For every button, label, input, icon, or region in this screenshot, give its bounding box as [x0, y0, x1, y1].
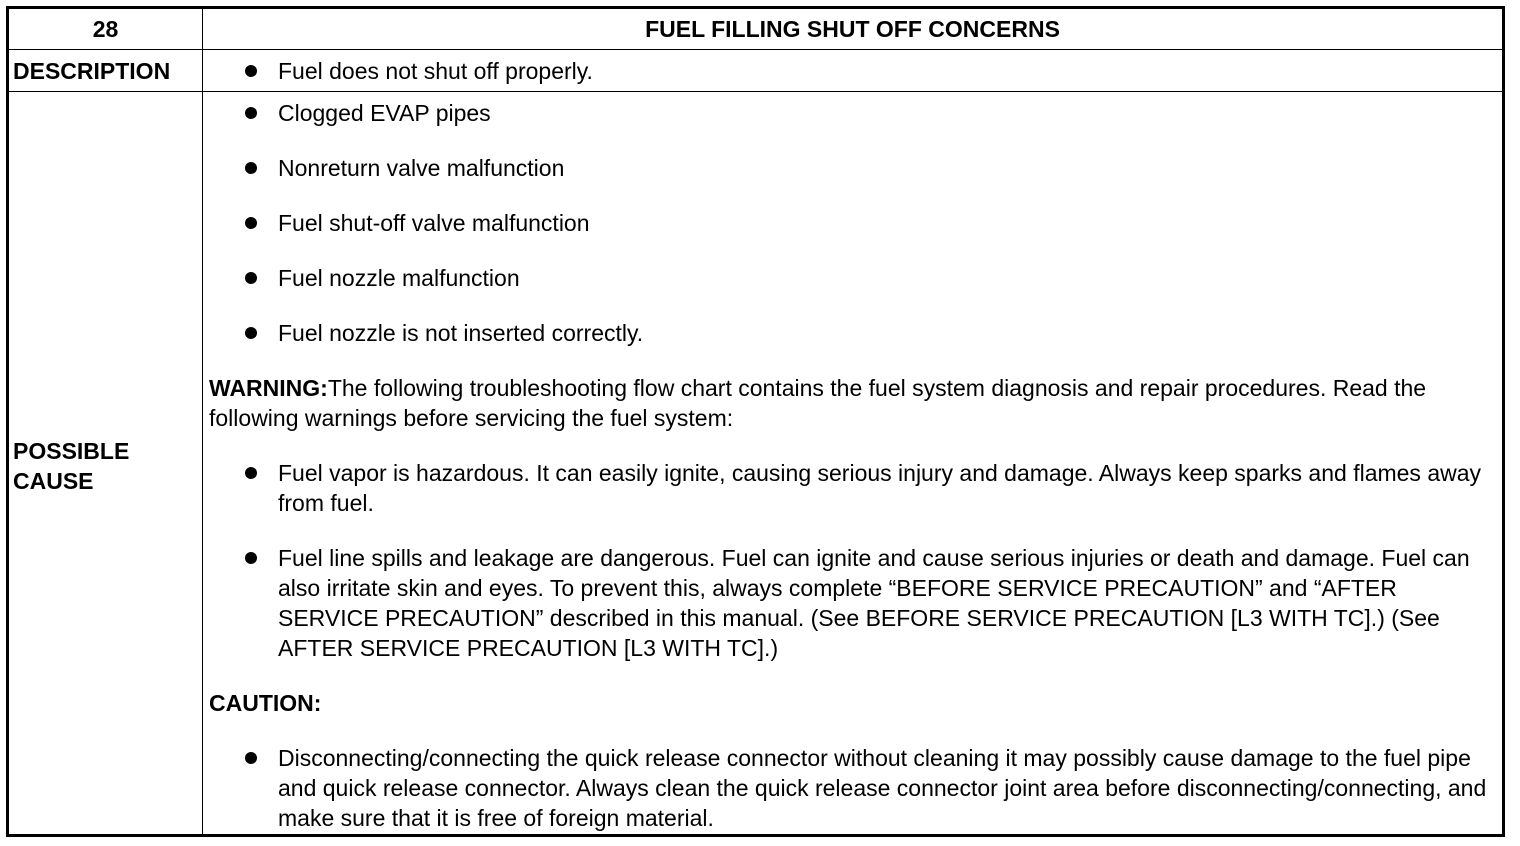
warning-item-text: Fuel vapor is hazardous. It can easily ignite, causing serious injury and damage. Always keep sparks and flames away from fuel. — [278, 460, 1482, 516]
bullet-icon — [245, 107, 257, 119]
cause-text: Fuel nozzle is not inserted correctly. — [278, 320, 644, 346]
warning-label: WARNING: — [209, 375, 328, 401]
warning-item-text: Fuel line spills and leakage are dangerous. Fuel can ignite and cause serious injuries or death and damage. Fuel can also irritate skin and eyes. To prevent this, always complete “BEFORE SERVICE PRECAUTION” and “AFTER SERVICE PRECAUTION” described in this manual. (See BEFORE SERVICE PRECAUTION [L3 WITH TC].) (See AFTER SERVICE PRECAUTION [L3 WITH TC].) — [278, 545, 1470, 661]
bullet-icon — [245, 327, 257, 339]
description-label: DESCRIPTION — [13, 58, 171, 84]
possible-cause-content — [203, 92, 1502, 834]
description-text: Fuel does not shut off properly. — [278, 58, 593, 84]
bullet-icon — [245, 162, 257, 174]
bullet-icon — [245, 217, 257, 229]
bullet-icon — [245, 65, 257, 77]
table-title: FUEL FILLING SHUT OFF CONCERNS — [645, 16, 1060, 42]
bullet-icon — [245, 752, 257, 764]
bullet-icon — [245, 552, 257, 564]
bullet-icon — [245, 272, 257, 284]
cause-text: Nonreturn valve malfunction — [278, 155, 565, 181]
warning-text: The following troubleshooting flow chart contains the fuel system diagnosis and repair procedures. Read the following warnings before servicing the fuel system: — [209, 375, 1427, 431]
warning-paragraph — [209, 373, 1488, 433]
cause-text: Fuel shut-off valve malfunction — [278, 210, 590, 236]
troubleshooting-table — [6, 6, 1505, 837]
cause-text: Fuel nozzle malfunction — [278, 265, 520, 291]
caution-label: CAUTION: — [209, 690, 322, 716]
troubleshooting-number: 28 — [92, 16, 119, 42]
row-divider-header — [9, 49, 1502, 50]
description-content — [203, 56, 1502, 86]
bullet-icon — [245, 467, 257, 479]
cause-text: Clogged EVAP pipes — [278, 100, 491, 126]
caution-item-text: Disconnecting/connecting the quick release connector without cleaning it may possibly cause damage to the fuel pipe and quick release connector. Always clean the quick release connector joint area before disconnecting/connecting, and make sure that it is free of foreign material. — [278, 745, 1487, 831]
possible-cause-label: POSSIBLE CAUSE — [13, 438, 130, 494]
